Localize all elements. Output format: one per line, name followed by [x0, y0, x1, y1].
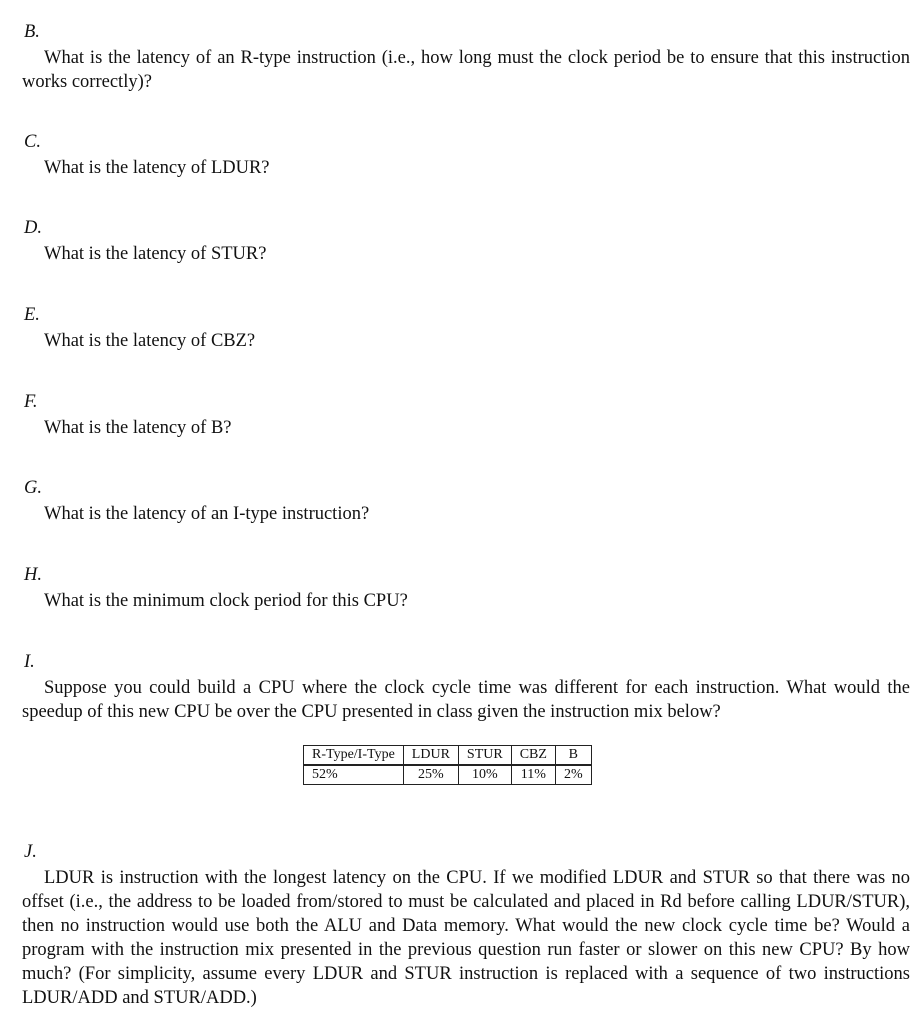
question-text: Suppose you could build a CPU where the clock cycle time was different for each instruction. What would the speedup of this new CPU be over the CPU presented in class given the instruction mix below?	[22, 678, 910, 722]
table-cell: 25%	[403, 765, 458, 785]
table-cell: 52%	[304, 765, 404, 785]
question-text: What is the latency of LDUR?	[44, 158, 270, 178]
question-label: G.	[24, 478, 42, 498]
question-label: C.	[24, 132, 41, 152]
question-text: What is the latency of CBZ?	[44, 331, 256, 351]
table-header-row	[304, 746, 592, 766]
question-text: What is the minimum clock period for this CPU?	[44, 591, 408, 611]
question-label: J.	[24, 842, 37, 862]
question-text: What is the latency of an I-type instruction?	[44, 504, 370, 524]
question-text: What is the latency of STUR?	[44, 244, 267, 264]
question-label: I.	[24, 652, 35, 672]
table-cell: 2%	[555, 765, 591, 785]
instruction-mix-table	[303, 745, 592, 785]
question-label: D.	[24, 218, 42, 238]
table-cell: 10%	[458, 765, 511, 785]
question-label: B.	[24, 22, 40, 42]
table-header-cell: CBZ	[511, 746, 555, 766]
question-label: F.	[24, 392, 38, 412]
question-text: What is the latency of B?	[44, 418, 232, 438]
table-header-cell: STUR	[458, 746, 511, 766]
table-cell: 11%	[511, 765, 555, 785]
table-header-cell: B	[555, 746, 591, 766]
question-label: H.	[24, 565, 42, 585]
question-text: LDUR is instruction with the longest latency on the CPU. If we modified LDUR and STUR so that there was no offset (i.e., the address to be loaded from/stored to must be calculated and placed in Rd before calling LDUR/STUR), then no instruction would use both the ALU and Data memory. What would the new clock cycle time be? Would a program with the instruction mix presented in the previous question run faster or slower on this new CPU? By how much? (For simplicity, assume every LDUR and STUR instruction is replaced with a sequence of two instructions LDUR/ADD and STUR/ADD.)	[22, 868, 910, 1008]
question-text: What is the latency of an R-type instruction (i.e., how long must the clock period be to ensure that this instruction works correctly)?	[22, 48, 910, 92]
table-header-cell: R-Type/I-Type	[304, 746, 404, 766]
question-label: E.	[24, 305, 40, 325]
table-header-cell: LDUR	[403, 746, 458, 766]
table-row	[304, 765, 592, 785]
